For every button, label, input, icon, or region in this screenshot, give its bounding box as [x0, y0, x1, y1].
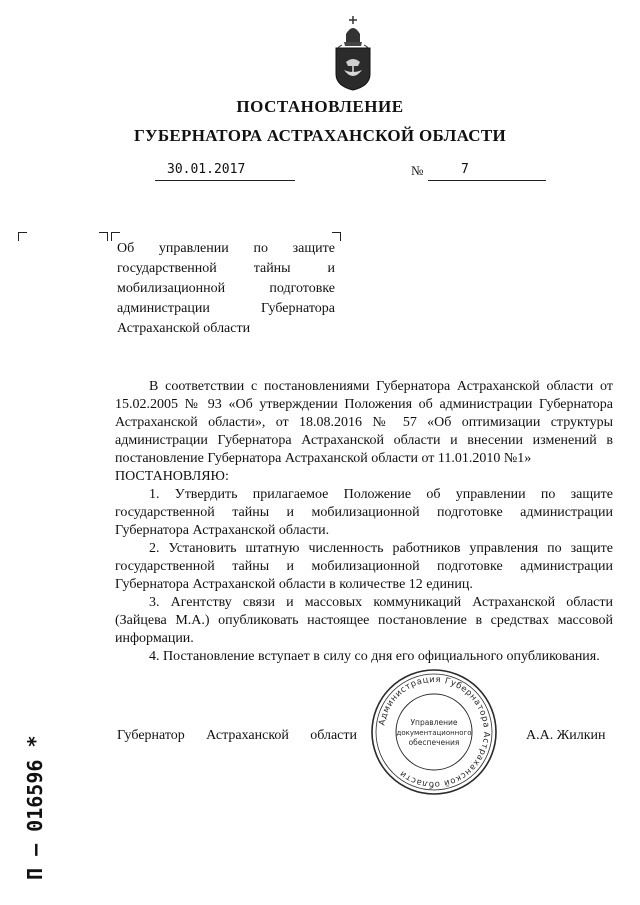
coat-of-arms-icon: [330, 12, 376, 92]
signatory-role: Губернатор Астраханской области: [117, 728, 357, 743]
document-number: 7: [428, 162, 546, 181]
stamp-line-1: Управление: [410, 718, 458, 727]
preamble-paragraph: В соответствии с постановлениями Губернатора Астраханской области от 15.02.2005 № 93 «Об утверждении Положения об администрации Губернатора Астраханской области», от 18.08.2016 № 57 «Об оптимизации структуры администрации Губернатора Астраханской области и внесении изменений в постановление Губернатора Астраханской области от 11.01.2010 №1»: [115, 379, 613, 466]
body-item-3: 3. Агентству связи и массовых коммуникаций Астраханской области (Зайцева М.А.) опубликовать настоящее постановление в средствах массовой информации.: [115, 595, 613, 646]
document-subtitle: ГУБЕРНАТОРА АСТРАХАНСКОЙ ОБЛАСТИ: [133, 126, 507, 145]
stamp-line-2: документационного: [396, 729, 472, 737]
left-margin-corner-mark: [18, 232, 27, 241]
document-body: [115, 378, 613, 666]
number-label: №: [411, 163, 424, 178]
document-title: ПОСТАНОВЛЕНИЕ: [236, 97, 404, 116]
body-item-4: 4. Постановление вступает в силу со дня его официального опубликования.: [149, 649, 600, 664]
decree-word: ПОСТАНОВЛЯЮ:: [115, 469, 229, 484]
document-date: 30.01.2017: [155, 162, 295, 181]
stamp-line-3: обеспечения: [408, 738, 460, 747]
stamp-outer-text: Администрация Губернатора Астраханской области: [377, 674, 492, 790]
official-stamp: [369, 667, 499, 797]
body-item-1: 1. Утвердить прилагаемое Положение об управлении по защите государственной тайны и мобилизационной подготовке администрации Губернатора Астраханской области.: [115, 487, 613, 538]
document-subject: Об управлении по защите государственной тайны и мобилизационной подготовке администрации Губернатора Астраханской области: [117, 241, 335, 336]
subject-left-corner-mark: [99, 232, 108, 241]
body-item-2: 2. Установить штатную численность работников управления по защите государственной тайны и мобилизационной подготовке администрации Губернатора Астраханской области в количестве 12 единиц.: [115, 541, 613, 592]
serial-number-text: П – 016596 *: [23, 735, 47, 880]
side-serial-number: [16, 720, 50, 880]
signatory-name: А.А. Жилкин: [526, 728, 606, 743]
